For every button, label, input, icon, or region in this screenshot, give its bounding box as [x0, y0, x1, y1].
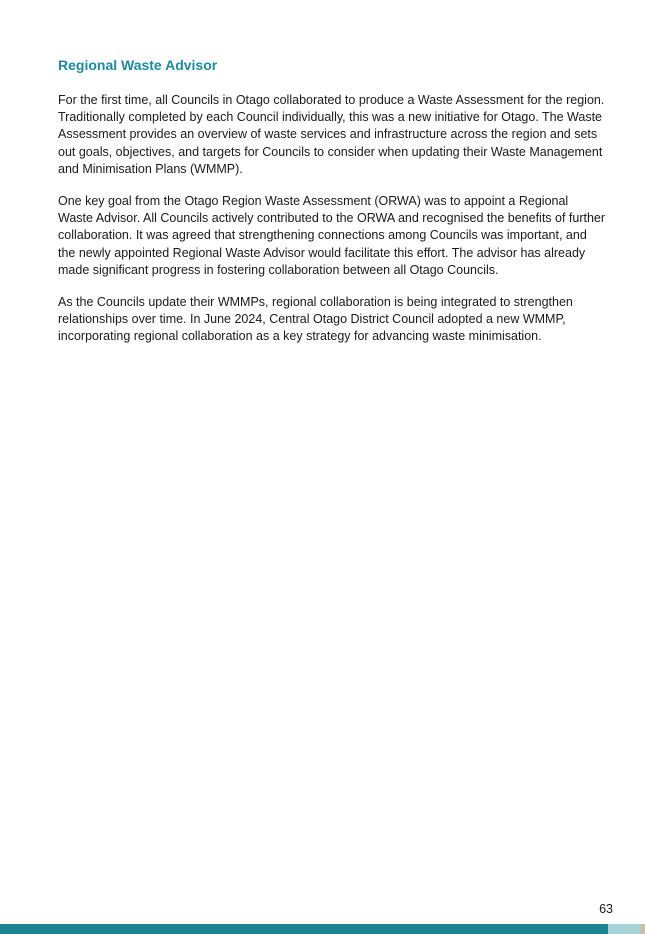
footer-band — [0, 924, 645, 934]
page-content — [58, 55, 606, 361]
paragraph-orwa-goal: One key goal from the Otago Region Waste Assessment (ORWA) was to appoint a Regional Waste Advisor. All Councils actively contributed to the ORWA and recognised the benefits of further collaboration. It was agreed that strengthening connections among Councils was important, and the newly appointed Regional Waste Advisor would facilitate this effort. The advisor has already made significant progress in fostering collaboration between all Otago Councils. — [58, 194, 606, 277]
footer-band-main — [0, 924, 608, 934]
section-heading: Regional Waste Advisor — [58, 57, 218, 73]
footer-band-accent — [608, 924, 640, 934]
page-number: 63 — [599, 902, 613, 916]
footer-band-end — [640, 924, 645, 934]
paragraph-wmmp-update: As the Councils update their WMMPs, regional collaboration is being integrated to strengthen relationships over time. In June 2024, Central Otago District Council adopted a new WMMP, incorporating regional collaboration as a key strategy for advancing waste minimisation. — [58, 295, 573, 344]
paragraph-intro: For the first time, all Councils in Otago collaborated to produce a Waste Assessment for the region. Traditionally completed by each Council individually, this was a new initiative for Otago. The Waste Assessment provides an overview of waste services and infrastructure across the region and sets out goals, objectives, and targets for Councils to consider when updating their Waste Management and Minimisation Plans (WMMP). — [58, 93, 605, 176]
